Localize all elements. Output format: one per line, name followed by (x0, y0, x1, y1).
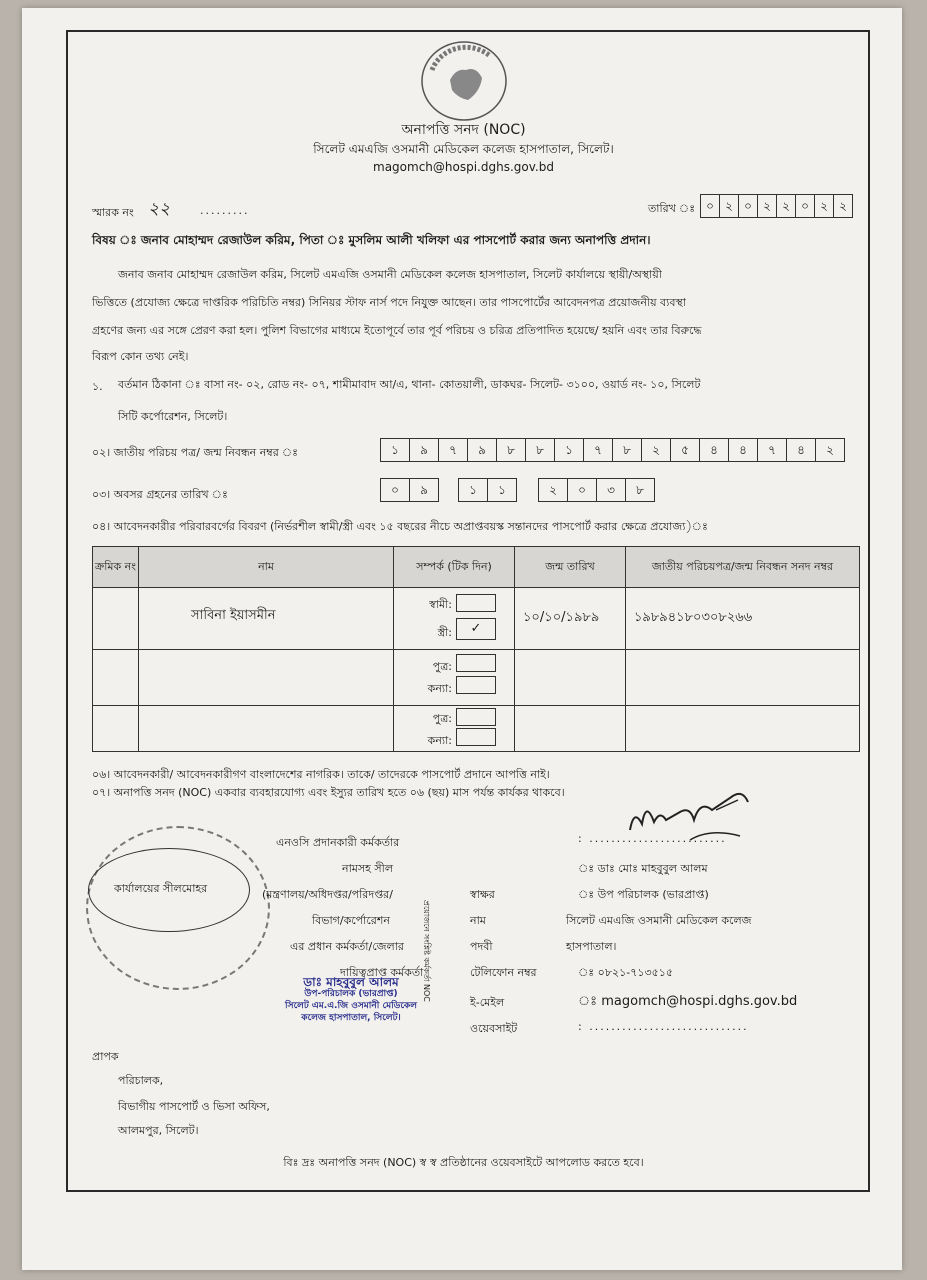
phone-value: ঃ ০৮২১-৭১৩৫১৫ (578, 966, 674, 979)
email-label: ই-মেইল (470, 996, 505, 1009)
office-name-line-1: সিলেট এমএজি ওসমানী মেডিকেল কলেজ (566, 914, 752, 927)
name-label: নাম (470, 914, 486, 927)
son-checkbox[interactable] (456, 654, 496, 672)
document-title: অনাপত্তি সনদ (NOC) (401, 122, 526, 138)
daughter-checkbox[interactable] (456, 676, 496, 694)
wife-checkbox[interactable]: ✓ (456, 618, 496, 640)
address-line-2: সিটি কর্পোরেশন, সিলেট। (118, 410, 228, 423)
authority-label: (মন্ত্রণালয়/অধিদপ্তর/পরিদপ্তর/ (262, 888, 393, 901)
retirement-label: ০৩। অবসর গ্রহনের তারিখ ঃ (92, 488, 228, 501)
daughter-checkbox[interactable] (456, 728, 496, 746)
body-line-3: গ্রহণের জন্য এর সঙ্গে প্রেরণ করা হল। পুলিশ বিভাগের মাধ্যমে ইতোপূর্বে তার পূর্ব পরিচয় ও চরিত্র প্রতিপাদিত হয়েছে/ হয়নি এবং তার বিরুদ্ধে (92, 324, 702, 337)
husband-checkbox[interactable] (456, 594, 496, 612)
family-heading: ০৪। আবেদনকারীর পরিবারবর্গের বিবরণ (নির্ভরশীল স্বামী/স্ত্রী এবং ১৫ বছরের নীচে অপ্রাপ্তবয়স্ক সন্তানদের পাসপোর্ট করার ক্ষেত্রে প্রযোজ্য)ঃ (92, 520, 708, 533)
recipient-line-3: আলমপুর, সিলেট। (118, 1124, 199, 1137)
designation-label: পদবী (470, 940, 493, 953)
government-emblem-icon (420, 40, 508, 122)
family-table (92, 546, 860, 752)
authority-label: বিভাগ/কর্পোরেশন (312, 914, 390, 927)
recipient-line-1: পরিচালক, (118, 1074, 164, 1087)
col-relation: সম্পর্ক (টিক দিন) (394, 547, 515, 588)
officer-stamp: ডাঃ মাহবুবুল আলম উপ-পরিচালক (ভারপ্রাপ্ত) সিলেট এম.এ.জি ওসমানী মেডিকেল কলেজ হাসপাতাল, সিলেট। (285, 975, 417, 1023)
memo-label: স্মারক নং (92, 206, 134, 219)
website-label: ওয়েবসাইট (470, 1022, 518, 1035)
son-checkbox[interactable] (456, 708, 496, 726)
memo-number: ২২ (148, 199, 171, 219)
phone-label: টেলিফোন নম্বর (470, 966, 537, 979)
body-line-2: ভিত্তিতে (প্রযোজ্য ক্ষেত্রে দাপ্তরিক পরিচিতি নম্বর) সিনিয়র স্টাফ নার্স পদে নিযুক্ত আছেন। তার পাসপোর্টের আবেদনপত্র প্রয়োজনীয় ব্যবস্থা (92, 296, 686, 309)
validity-statement: ০৭। অনাপত্তি সনদ (NOC) একবার ব্যবহারযোগ্য এবং ইস্যুর তারিখ হতে ০৬ (ছয়) মাস পর্যন্ত কার্যকর থাকবে। (92, 786, 565, 799)
recipient-label: প্রাপক (92, 1050, 119, 1063)
issuer-email: magomch@hospi.dghs.gov.bd (373, 160, 554, 174)
table-row: সাবিনা ইয়াসমীন স্বামী: স্ত্রী: ✓ ১০/১০/১৯৮৯ ১৯৮৯৪১৮০৩০৮২৬৬ (93, 588, 860, 650)
officer-post: ঃ উপ পরিচালক (ভারপ্রাপ্ত) (578, 888, 709, 901)
subject-line: বিষয় ঃ জনাব মোহাম্মদ রেজাউল করিম, পিতা ঃ মুসলিম আলী খলিফা এর পাসপোর্ট করার জন্য অনাপত্তি প্রদান। (92, 233, 651, 247)
authority-label: এর প্রধান কর্মকর্তা/জেলার (290, 940, 404, 953)
authority-label: নামসহ সীল (342, 862, 394, 875)
office-name-line-2: হাসপাতাল। (566, 940, 617, 953)
item-1-number: ১. (92, 380, 103, 393)
col-nid: জাতীয় পরিচয়পত্র/জন্ম নিবন্ধন সনদ নম্বর (626, 547, 860, 588)
nid-label: ০২। জাতীয় পরিচয় পত্র/ জন্ম নিবন্ধন নম্বর ঃ (92, 446, 299, 459)
authority-label: দায়িত্বপ্রাপ্ত কর্মকর্তা (340, 966, 424, 979)
col-name: নাম (139, 547, 394, 588)
member-dob: ১০/১০/১৯৮৯ (523, 610, 600, 625)
col-dob: জন্ম তারিখ (515, 547, 626, 588)
table-row: পুত্র: কন্যা: (93, 650, 860, 706)
member-name: সাবিনা ইয়াসমীন (191, 608, 276, 623)
vertical-note: প্রয়োজনে সংশ্লিষ্ট কর্মকর্তা NOC (422, 900, 431, 1002)
body-line-4: বিরূপ কোন তথ্য নেই। (92, 350, 189, 363)
address-line-1: বর্তমান ঠিকানা ঃ বাসা নং- ০২, রোড নং- ০৭, শামীমাবাদ আ/এ, থানা- কোতয়ালী, ডাকঘর- সিলেট- ৩১০০, ওয়ার্ড নং- ১০, সিলেট (118, 378, 701, 391)
date-label: তারিখ ঃ (648, 202, 696, 215)
footer-note: বিঃ দ্রঃ অনাপত্তি সনদ (NOC) স্ব স্ব প্রতিষ্ঠানের ওয়েবসাইটে আপলোড করতে হবে। (283, 1156, 644, 1169)
table-row: পুত্র: কন্যা: (93, 706, 860, 752)
member-nid: ১৯৮৯৪১৮০৩০৮২৬৬ (634, 610, 753, 625)
email-value: ঃ magomch@hospi.dghs.gov.bd (578, 994, 798, 1009)
signature-label: স্বাক্ষর (470, 888, 495, 901)
recipient-line-2: বিভাগীয় পাসপোর্ট ও ভিসা অফিস, (118, 1100, 270, 1113)
body-line-1: জনাব জনাব মোহাম্মদ রেজাউল করিম, সিলেট এমএজি ওসমানী মেডিকেল কলেজ হাসপাতাল, সিলেট কার্যালয়ে স্থায়ী/অস্থায়ী (118, 268, 662, 281)
issuer-name: সিলেট এমএজি ওসমানী মেডিকেল কলেজ হাসপাতাল, সিলেট। (313, 142, 614, 156)
authority-label: এনওসি প্রদানকারী কর্মকর্তার (276, 836, 400, 849)
col-serial: ক্রমিক নং (93, 547, 139, 588)
citizenship-statement: ০৬। আবেদনকারী/ আবেদনকারীগণ বাংলাদেশের নাগরিক। তাকে/ তাদেরকে পাসপোর্ট প্রদানে আপত্তি নাই। (92, 768, 550, 781)
office-seal-label: কার্যালয়ের সীলমোহর (114, 882, 208, 895)
officer-name: ঃ ডাঃ মোঃ মাহবুবুল আলম (578, 862, 708, 875)
